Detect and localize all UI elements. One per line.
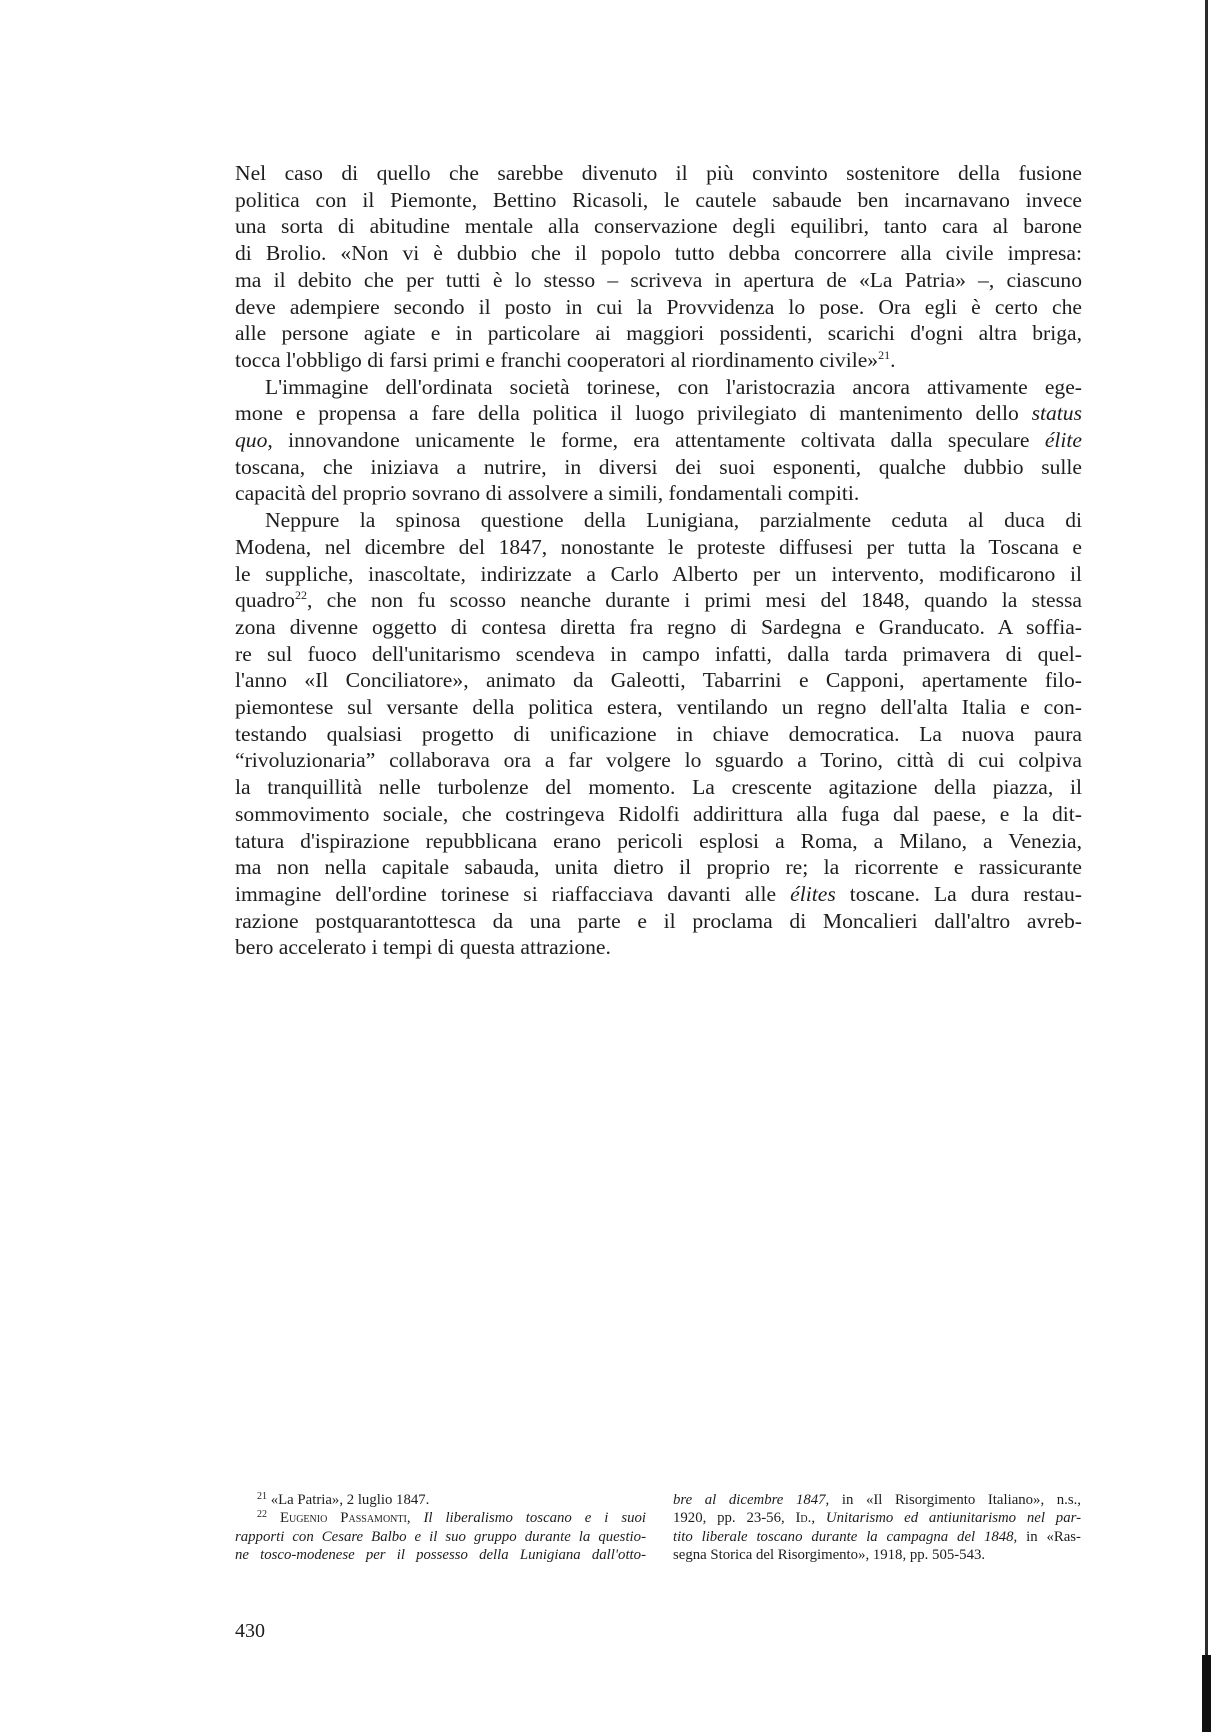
text-line: razione postquarantottesca da una parte e il proclama di Moncalieri dall'altro avreb- xyxy=(235,908,1082,933)
text-line: bero accelerato i tempi di questa attrazione. xyxy=(235,935,611,960)
footnote-line: segna Storica del Risorgimento», 1918, pp. 505-543. xyxy=(673,1547,986,1564)
footnote-21: $^{21}$ «La Patria», 2 luglio 1847. xyxy=(257,1491,430,1508)
text-line: toscana, che iniziava a nutrire, in diversi dei suoi esponenti, qualche dubbio sulle xyxy=(235,454,1082,479)
text-line: tocca l'obbligo di farsi primi e franchi cooperatori al riordinamento civile»$^{21}$. xyxy=(235,347,896,372)
text-line: “rivoluzionaria” collaborava ora a far volgere lo sguardo a Torino, città di cui colpiva xyxy=(235,748,1082,773)
text-line: quo, innovandone unicamente le forme, era attentamente coltivata dalla speculare élite xyxy=(235,428,1082,453)
text-line: quadro$^{22}$, che non fu scosso neanche durante i primi mesi del 1848, quando la stessa xyxy=(235,588,1082,613)
footnote-line: ne tosco-modenese per il possesso della Lunigiana dall'otto- xyxy=(235,1547,646,1564)
text-line: immagine dell'ordine torinese si riaffacciava davanti alle élites toscane. La dura restau- xyxy=(235,881,1082,906)
footnote-22: $^{22}$ Eugenio Passamonti, Il liberalismo toscano e i suoi xyxy=(257,1509,646,1527)
text-line: mone e propensa a fare della politica il luogo privilegiato di mantenimento dello status xyxy=(235,401,1082,426)
text-line: L'immagine dell'ordinata società torinese, con l'aristocrazia ancora attivamente ege- xyxy=(265,374,1082,399)
page-number: 430 xyxy=(235,1620,265,1642)
text-line: Neppure la spinosa questione della Lunigiana, parzialmente ceduta al duca di xyxy=(265,508,1082,533)
footnote-line: 1920, pp. 23-56, Id., Unitarismo ed antiunitarismo nel par- xyxy=(673,1510,1081,1527)
text-line: le suppliche, inascoltate, indirizzate a Carlo Alberto per un intervento, modificarono il xyxy=(235,561,1082,586)
text-line: tatura d'ispirazione repubblicana erano pericoli esplosi a Roma, a Milano, a Venezia, xyxy=(235,828,1082,853)
text-line: testando qualsiasi progetto di unificazione in chiave democratica. La nuova paura xyxy=(235,721,1082,746)
footnote-ref: 22 xyxy=(294,588,307,603)
footnotes-left-column xyxy=(235,1491,646,1565)
text-line: zona divenne oggetto di contesa diretta fra regno di Sardegna e Granducato. A soffia- xyxy=(235,614,1082,639)
text-line: Nel caso di quello che sarebbe divenuto il più convinto sostenitore della fusione xyxy=(235,161,1082,185)
text-line: ma non nella capitale sabauda, unita dietro il proprio re; la ricorrente e rassicurante xyxy=(235,855,1082,880)
text-line: politica con il Piemonte, Bettino Ricasoli, le cautele sabaude ben incarnavano invece xyxy=(235,187,1082,212)
text-line: una sorta di abitudine mentale alla conservazione degli equilibri, tanto cara al barone xyxy=(235,214,1082,239)
main-text xyxy=(235,160,1082,961)
footnote-ref: 21 xyxy=(878,347,891,362)
text-line: Modena, nel dicembre del 1847, nonostante le proteste diffusesi per tutta la Toscana e xyxy=(235,534,1082,559)
book-spine-foot xyxy=(1202,1655,1211,1732)
text-line: la tranquillità nelle turbolenze del momento. La crescente agitazione della piazza, il xyxy=(235,775,1082,800)
footnotes-right-column xyxy=(673,1491,1081,1565)
text-line: sommovimento sociale, che costringeva Ridolfi addirittura alla fuga dal paese, e la dit- xyxy=(235,801,1082,826)
footnote-line: rapporti con Cesare Balbo e il suo gruppo durante la questio- xyxy=(235,1528,646,1545)
text-line: ma il debito che per tutti è lo stesso – scriveva in apertura de «La Patria» –, ciascuno xyxy=(235,267,1082,292)
footnote-line: tito liberale toscano durante la campagna del 1848, in «Ras- xyxy=(673,1528,1081,1545)
book-spine-shadow xyxy=(1205,0,1208,1732)
text-line: di Brolio. «Non vi è dubbio che il popolo tutto debba concorrere alla civile impresa: xyxy=(235,241,1082,266)
text-line: re sul fuoco dell'unitarismo scendeva in campo infatti, dalla tarda primavera di quel- xyxy=(235,641,1082,666)
footnote-line: bre al dicembre 1847, in «Il Risorgimento Italiano», n.s., xyxy=(673,1492,1081,1508)
text-line: piemontese sul versante della politica estera, ventilando un regno dell'alta Italia e con- xyxy=(235,695,1082,720)
text-line: deve adempiere secondo il posto in cui la Provvidenza lo pose. Ora egli è certo che xyxy=(235,294,1082,319)
text-line: capacità del proprio sovrano di assolvere a simili, fondamentali compiti. xyxy=(235,481,860,506)
text-line: l'anno «Il Conciliatore», animato da Galeotti, Tabarrini e Capponi, apertamente filo- xyxy=(235,668,1082,693)
text-line: alle persone agiate e in particolare ai maggiori possidenti, scarichi d'ogni altra briga, xyxy=(235,321,1082,346)
